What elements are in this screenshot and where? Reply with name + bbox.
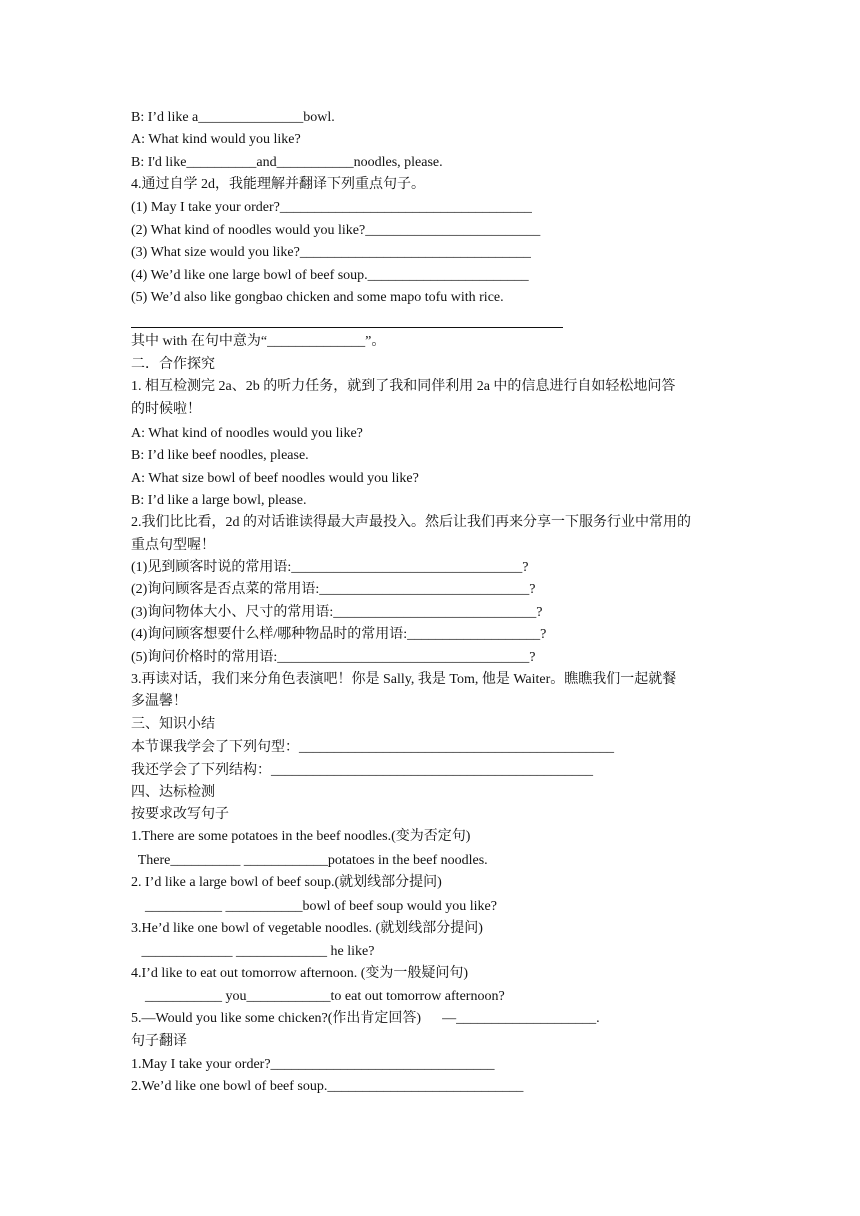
text-line: (4)询问顾客想要什么样/哪种物品时的常用语:___________________?: [131, 627, 547, 642]
text-line: 重点句型喔！: [131, 538, 215, 553]
text-line: ___________ you____________to eat out tomorrow afternoon?: [131, 989, 505, 1004]
text-line: A: What size bowl of beef noodles would you like?: [131, 471, 419, 486]
text-line: There__________ ____________potatoes in the beef noodles.: [131, 853, 488, 868]
text-line: A: What kind would you like?: [131, 132, 301, 147]
text-line: (3) What size would you like?_________________________________: [131, 245, 531, 260]
text-line: (3)询问物体大小、尺寸的常用语:_____________________________?: [131, 605, 543, 620]
text-line: (4) We’d like one large bowl of beef soup._______________________: [131, 268, 529, 283]
text-line: 多温馨！: [131, 694, 187, 709]
text-line: 5.—Would you like some chicken?(作出肯定回答) —____________________.: [131, 1011, 600, 1026]
section-heading: 三、知识小结: [131, 717, 215, 732]
text-line: (1) May I take your order?____________________________________: [131, 200, 532, 215]
text-line: 1. 相互检测完 2a、2b 的听力任务，就到了我和同伴利用 2a 中的信息进行自如轻松地问答: [131, 379, 676, 394]
text-line: 我还学会了下列结构：______________________________________________: [131, 763, 593, 778]
text-line: 1.There are some potatoes in the beef noodles.(变为否定句): [131, 829, 471, 844]
text-line: 的时候啦！: [131, 402, 201, 417]
text-line: (2)询问顾客是否点菜的常用语:______________________________?: [131, 582, 536, 597]
text-line: ___________ ___________bowl of beef soup would you like?: [131, 899, 497, 914]
text-line: 2.We’d like one bowl of beef soup.____________________________: [131, 1079, 524, 1094]
text-line: 2. I’d like a large bowl of beef soup.(就划线部分提问): [131, 875, 442, 890]
text-line: 4.I’d like to eat out tomorrow afternoon. (变为一般疑问句): [131, 966, 469, 981]
text-line: B: I’d like a large bowl, please.: [131, 493, 307, 508]
section-heading: 句子翻译: [131, 1034, 187, 1049]
text-line: A: What kind of noodles would you like?: [131, 426, 363, 441]
text-line: (1)见到顾客时说的常用语:_________________________________?: [131, 560, 529, 575]
text-line: 按要求改写句子: [131, 807, 229, 822]
text-line: 2.我们比比看，2d 的对话谁读得最大声最投入。然后让我们再来分享一下服务行业中常用的: [131, 515, 691, 530]
section-heading: 四、达标检测: [131, 785, 215, 800]
text-line: 3.再读对话，我们来分角色表演吧！你是 Sally, 我是 Tom, 他是 Waiter。瞧瞧我们一起就餐: [131, 672, 677, 687]
text-line: B: I’d like a_______________bowl.: [131, 110, 335, 125]
text-line: _____________ _____________ he like?: [131, 944, 375, 959]
text-line: (5)询问价格时的常用语:____________________________________?: [131, 650, 536, 665]
text-line: B: I’d like beef noodles, please.: [131, 448, 309, 463]
text-line: 本节课我学会了下列句型：_____________________________________________: [131, 740, 614, 755]
answer-line: [131, 327, 563, 328]
text-line: (5) We’d also like gongbao chicken and some mapo tofu with rice.: [131, 290, 504, 305]
section-heading: 二．合作探究: [131, 357, 215, 372]
text-line: 4.通过自学 2d，我能理解并翻译下列重点句子。: [131, 177, 425, 192]
text-line: (2) What kind of noodles would you like?_________________________: [131, 223, 541, 238]
text-line: 3.He’d like one bowl of vegetable noodles. (就划线部分提问): [131, 921, 483, 936]
text-line: 1.May I take your order?________________________________: [131, 1057, 495, 1072]
text-line: B: I'd like__________and___________noodles, please.: [131, 155, 443, 170]
text-line: 其中 with 在句中意为“______________”。: [131, 334, 386, 349]
